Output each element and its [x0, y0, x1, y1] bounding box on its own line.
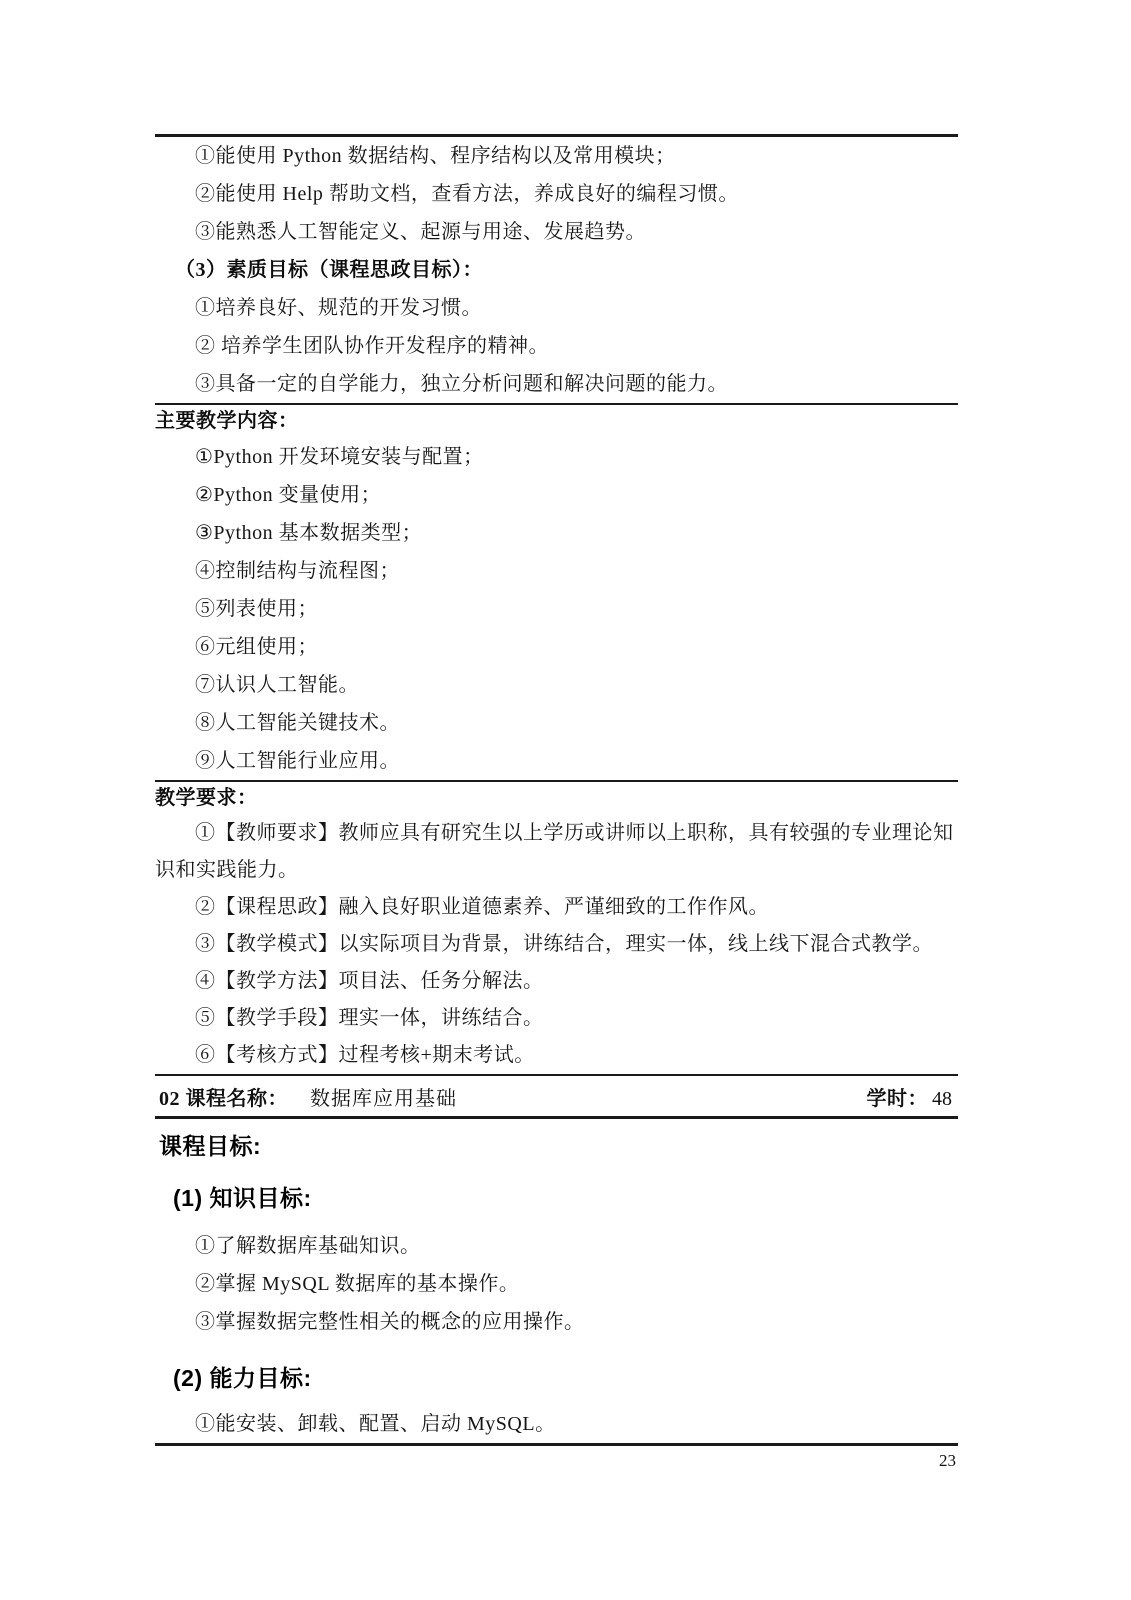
course-hours-group [867, 1082, 953, 1111]
course-header-double-rule [155, 1116, 958, 1119]
course-hours-label: 学时： [866, 1087, 928, 1110]
list-item: ④控制结构与流程图； [195, 560, 400, 582]
list-item: ④【教学方法】项目法、任务分解法。 [195, 970, 544, 992]
list-item: ②【课程思政】融入良好职业道德素养、严谨细致的工作作风。 [195, 896, 769, 918]
list-item: ⑥【考核方式】过程考核+期末考试。 [195, 1044, 535, 1066]
course-header-row [155, 1076, 958, 1116]
list-item: ⑥元组使用； [195, 636, 318, 658]
list-item: ⑨人工智能行业应用。 [195, 750, 400, 772]
list-item: ①【教师要求】教师应具有研究生以上学历或讲师以上职称，具有较强的专业理论知识和实践能力。 [155, 822, 954, 881]
list-item: ②掌握 MySQL 数据库的基本操作。 [195, 1273, 520, 1295]
bottom-double-rule [155, 1443, 958, 1446]
course-name-group [159, 1082, 457, 1111]
section-teaching-requirements [155, 782, 958, 1074]
ability-goals-heading: (2) 能力目标: [173, 1365, 312, 1391]
list-item: ③具备一定的自学能力，独立分析问题和解决问题的能力。 [195, 373, 728, 395]
list-item: ①了解数据库基础知识。 [195, 1235, 421, 1257]
list-item: ② 培养学生团队协作开发程序的精神。 [195, 335, 549, 357]
course-goals-heading: 课程目标: [159, 1133, 262, 1159]
ability-goals-list [155, 1405, 958, 1443]
list-item: ③【教学模式】以实际项目为背景，讲练结合，理实一体，线上线下混合式教学。 [195, 933, 933, 955]
list-item: ⑤【教学手段】理实一体，讲练结合。 [195, 1007, 544, 1029]
section-quality-goals [155, 251, 958, 403]
section-course-goals [155, 1131, 958, 1443]
course-hours-value: 48 [932, 1087, 952, 1110]
list-item: ⑤列表使用； [195, 598, 318, 620]
document-content [155, 134, 958, 1474]
list-item: ⑦认识人工智能。 [195, 674, 359, 696]
list-item: ③掌握数据完整性相关的概念的应用操作。 [195, 1311, 585, 1333]
list-item: ①能使用 Python 数据结构、程序结构以及常用模块； [195, 145, 676, 167]
page-number: 23 [939, 1451, 956, 1470]
knowledge-goals-heading: (1) 知识目标: [173, 1185, 312, 1211]
list-item: ②Python 变量使用； [195, 484, 382, 506]
teaching-content-heading: 主要教学内容： [155, 410, 299, 432]
knowledge-goals-list [155, 1227, 958, 1341]
list-item: ②能使用 Help 帮助文档，查看方法，养成良好的编程习惯。 [195, 183, 739, 205]
list-item: ③能熟悉人工智能定义、起源与用途、发展趋势。 [195, 221, 646, 243]
course-number-label: 02 课程名称： [159, 1087, 288, 1110]
teaching-requirements-heading: 教学要求： [155, 787, 258, 809]
list-item: ⑧人工智能关键技术。 [195, 712, 400, 734]
list-item: ①能安装、卸载、配置、启动 MySQL。 [195, 1413, 556, 1435]
course-name: 数据库应用基础 [310, 1087, 457, 1110]
list-item: ①培养良好、规范的开发习惯。 [195, 297, 482, 319]
quality-goals-heading: （3）素质目标（课程思政目标）： [175, 259, 483, 281]
list-item: ③Python 基本数据类型； [195, 522, 423, 544]
section-ability-goals-tail [155, 137, 958, 251]
list-item: ①Python 开发环境安装与配置； [195, 446, 484, 468]
section-teaching-content [155, 405, 958, 780]
